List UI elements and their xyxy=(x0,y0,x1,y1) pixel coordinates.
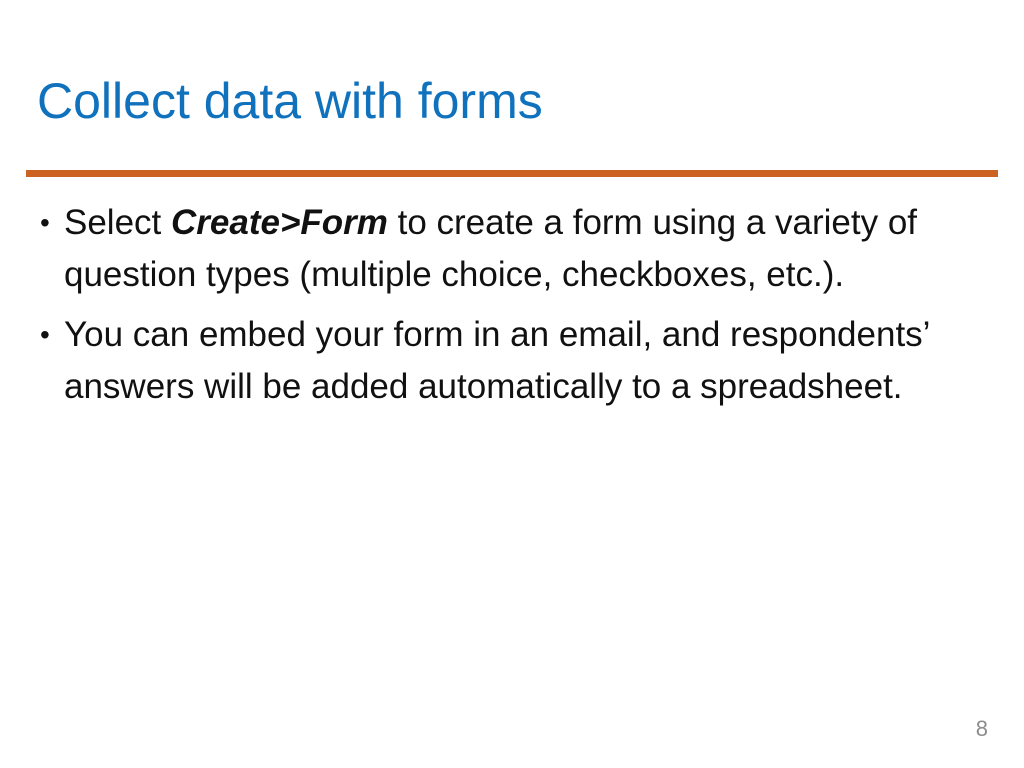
bullet-list xyxy=(40,197,940,421)
bullet-text-prefix: Select xyxy=(64,203,171,242)
bullet-marker: • xyxy=(40,207,50,238)
bullet-marker: • xyxy=(40,319,50,350)
title-divider xyxy=(26,170,998,177)
bullet-text: You can embed your form in an email, and respondents’ answers will be added automatically to a spreadsheet. xyxy=(64,315,930,406)
bullet-item xyxy=(40,309,940,413)
bullet-item xyxy=(40,197,940,301)
bullet-emphasis: Create>Form xyxy=(171,203,388,242)
page-number: 8 xyxy=(975,716,988,741)
bullet-text-suffix: to create a form using a variety of question types (multiple choice, checkboxes, etc.). xyxy=(64,203,918,294)
slide-title: Collect data with forms xyxy=(37,73,543,129)
